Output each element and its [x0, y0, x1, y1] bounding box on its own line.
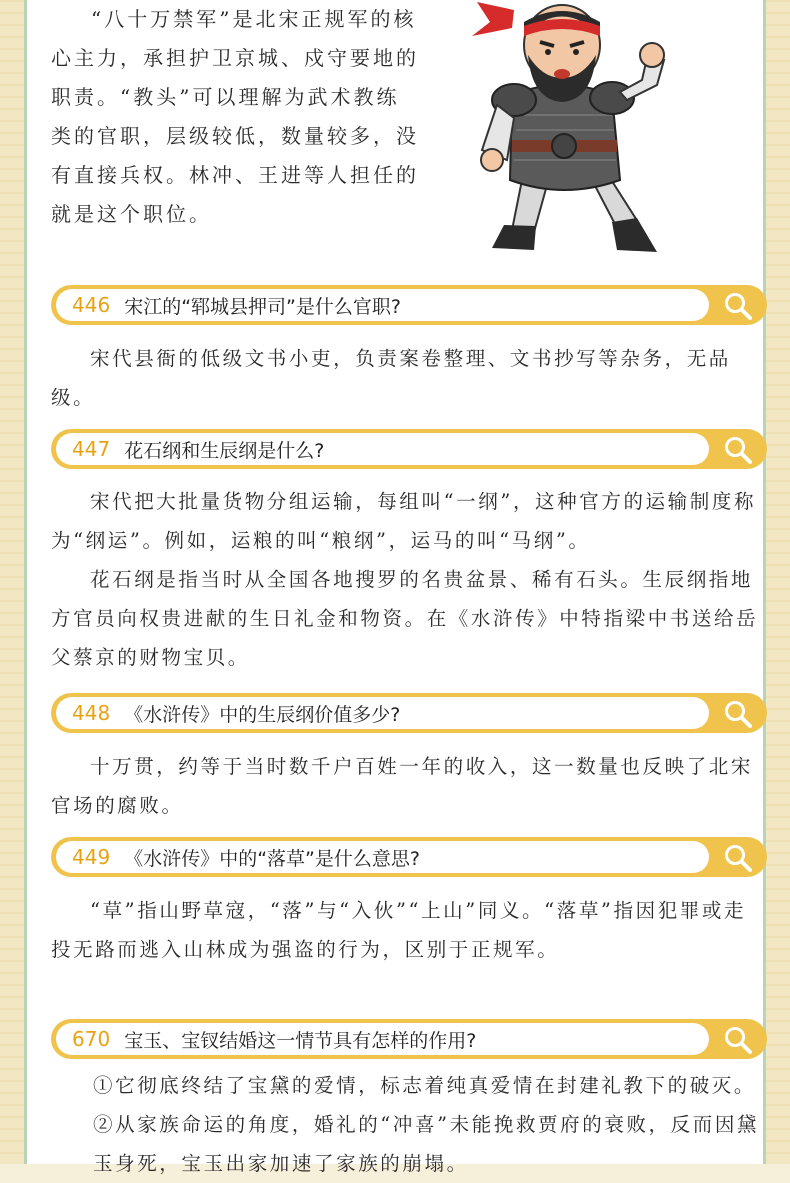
question-text: 花石纲和生辰纲是什么?: [124, 439, 325, 462]
question-box: [56, 1023, 709, 1055]
search-icon[interactable]: [723, 1025, 753, 1055]
question-bar[interactable]: [51, 1019, 767, 1059]
answer-text: 宋代县衙的低级文书小吏，负责案卷整理、文书抄写等杂务，无品级。: [51, 347, 731, 409]
answer-block: [51, 747, 761, 825]
intro-text: “八十万禁军”是北宋正规军的核心主力，承担护卫京城、戍守要地的职责。“教头”可以理解为武术教练类的官职，层级较低，数量较多，没有直接兵权。林冲、王进等人担任的就是这个职位。: [51, 7, 419, 226]
question-bar[interactable]: [51, 285, 767, 325]
search-icon[interactable]: [723, 291, 753, 321]
book-page: [27, 0, 763, 1175]
question-number: 449: [72, 845, 111, 869]
warrior-illustration: [452, 0, 677, 262]
question-bar[interactable]: [51, 693, 767, 733]
question-text: 《水浒传》中的生辰纲价值多少?: [124, 703, 401, 726]
answer-block: [51, 482, 761, 677]
answer-block: [51, 339, 761, 417]
question-box: [56, 433, 709, 465]
question-number: 447: [72, 437, 111, 461]
intro-paragraph: [51, 0, 421, 234]
answer-block: [51, 891, 761, 969]
question-number: 446: [72, 293, 111, 317]
question-text: 《水浒传》中的“落草”是什么意思?: [124, 847, 420, 870]
question-box: [56, 289, 709, 321]
answer-text: “草”指山野草寇，“落”与“入伙”“上山”同义。“落草”指因犯罪或走投无路而逃入山林成为强盗的行为，区别于正规军。: [51, 899, 747, 961]
answer-text: ②从家族命运的角度，婚礼的“冲喜”未能挽救贾府的衰败，反而因黛玉身死，宝玉出家加速了家族的崩塌。: [93, 1113, 760, 1175]
search-icon[interactable]: [723, 435, 753, 465]
search-icon[interactable]: [723, 699, 753, 729]
left-decorative-border: [0, 0, 27, 1164]
answer-text: 十万贯，约等于当时数千户百姓一年的收入，这一数量也反映了北宋官场的腐败。: [51, 755, 754, 817]
question-text: 宋江的“郓城县押司”是什么官职?: [124, 295, 401, 318]
question-text: 宝玉、宝钗结婚这一情节具有怎样的作用?: [124, 1029, 477, 1052]
question-box: [56, 697, 709, 729]
search-icon[interactable]: [723, 843, 753, 873]
question-box: [56, 841, 709, 873]
question-bar[interactable]: [51, 429, 767, 469]
answer-text: ①它彻底终结了宝黛的爱情，标志着纯真爱情在封建礼教下的破灭。: [93, 1074, 757, 1097]
answer-block: [51, 1066, 761, 1183]
question-number: 670: [72, 1027, 111, 1051]
right-decorative-border: [763, 0, 790, 1164]
answer-text: 宋代把大批量货物分组运输，每组叫“一纲”，这种官方的运输制度称为“纲运”。例如，运粮的叫“粮纲”，运马的叫“马纲”。: [51, 490, 757, 552]
question-number: 448: [72, 701, 111, 725]
answer-text: 花石纲是指当时从全国各地搜罗的名贵盆景、稀有石头。生辰纲指地方官员向权贵进献的生日礼金和物资。在《水浒传》中特指梁中书送给岳父蔡京的财物宝贝。: [51, 568, 759, 669]
question-bar[interactable]: [51, 837, 767, 877]
